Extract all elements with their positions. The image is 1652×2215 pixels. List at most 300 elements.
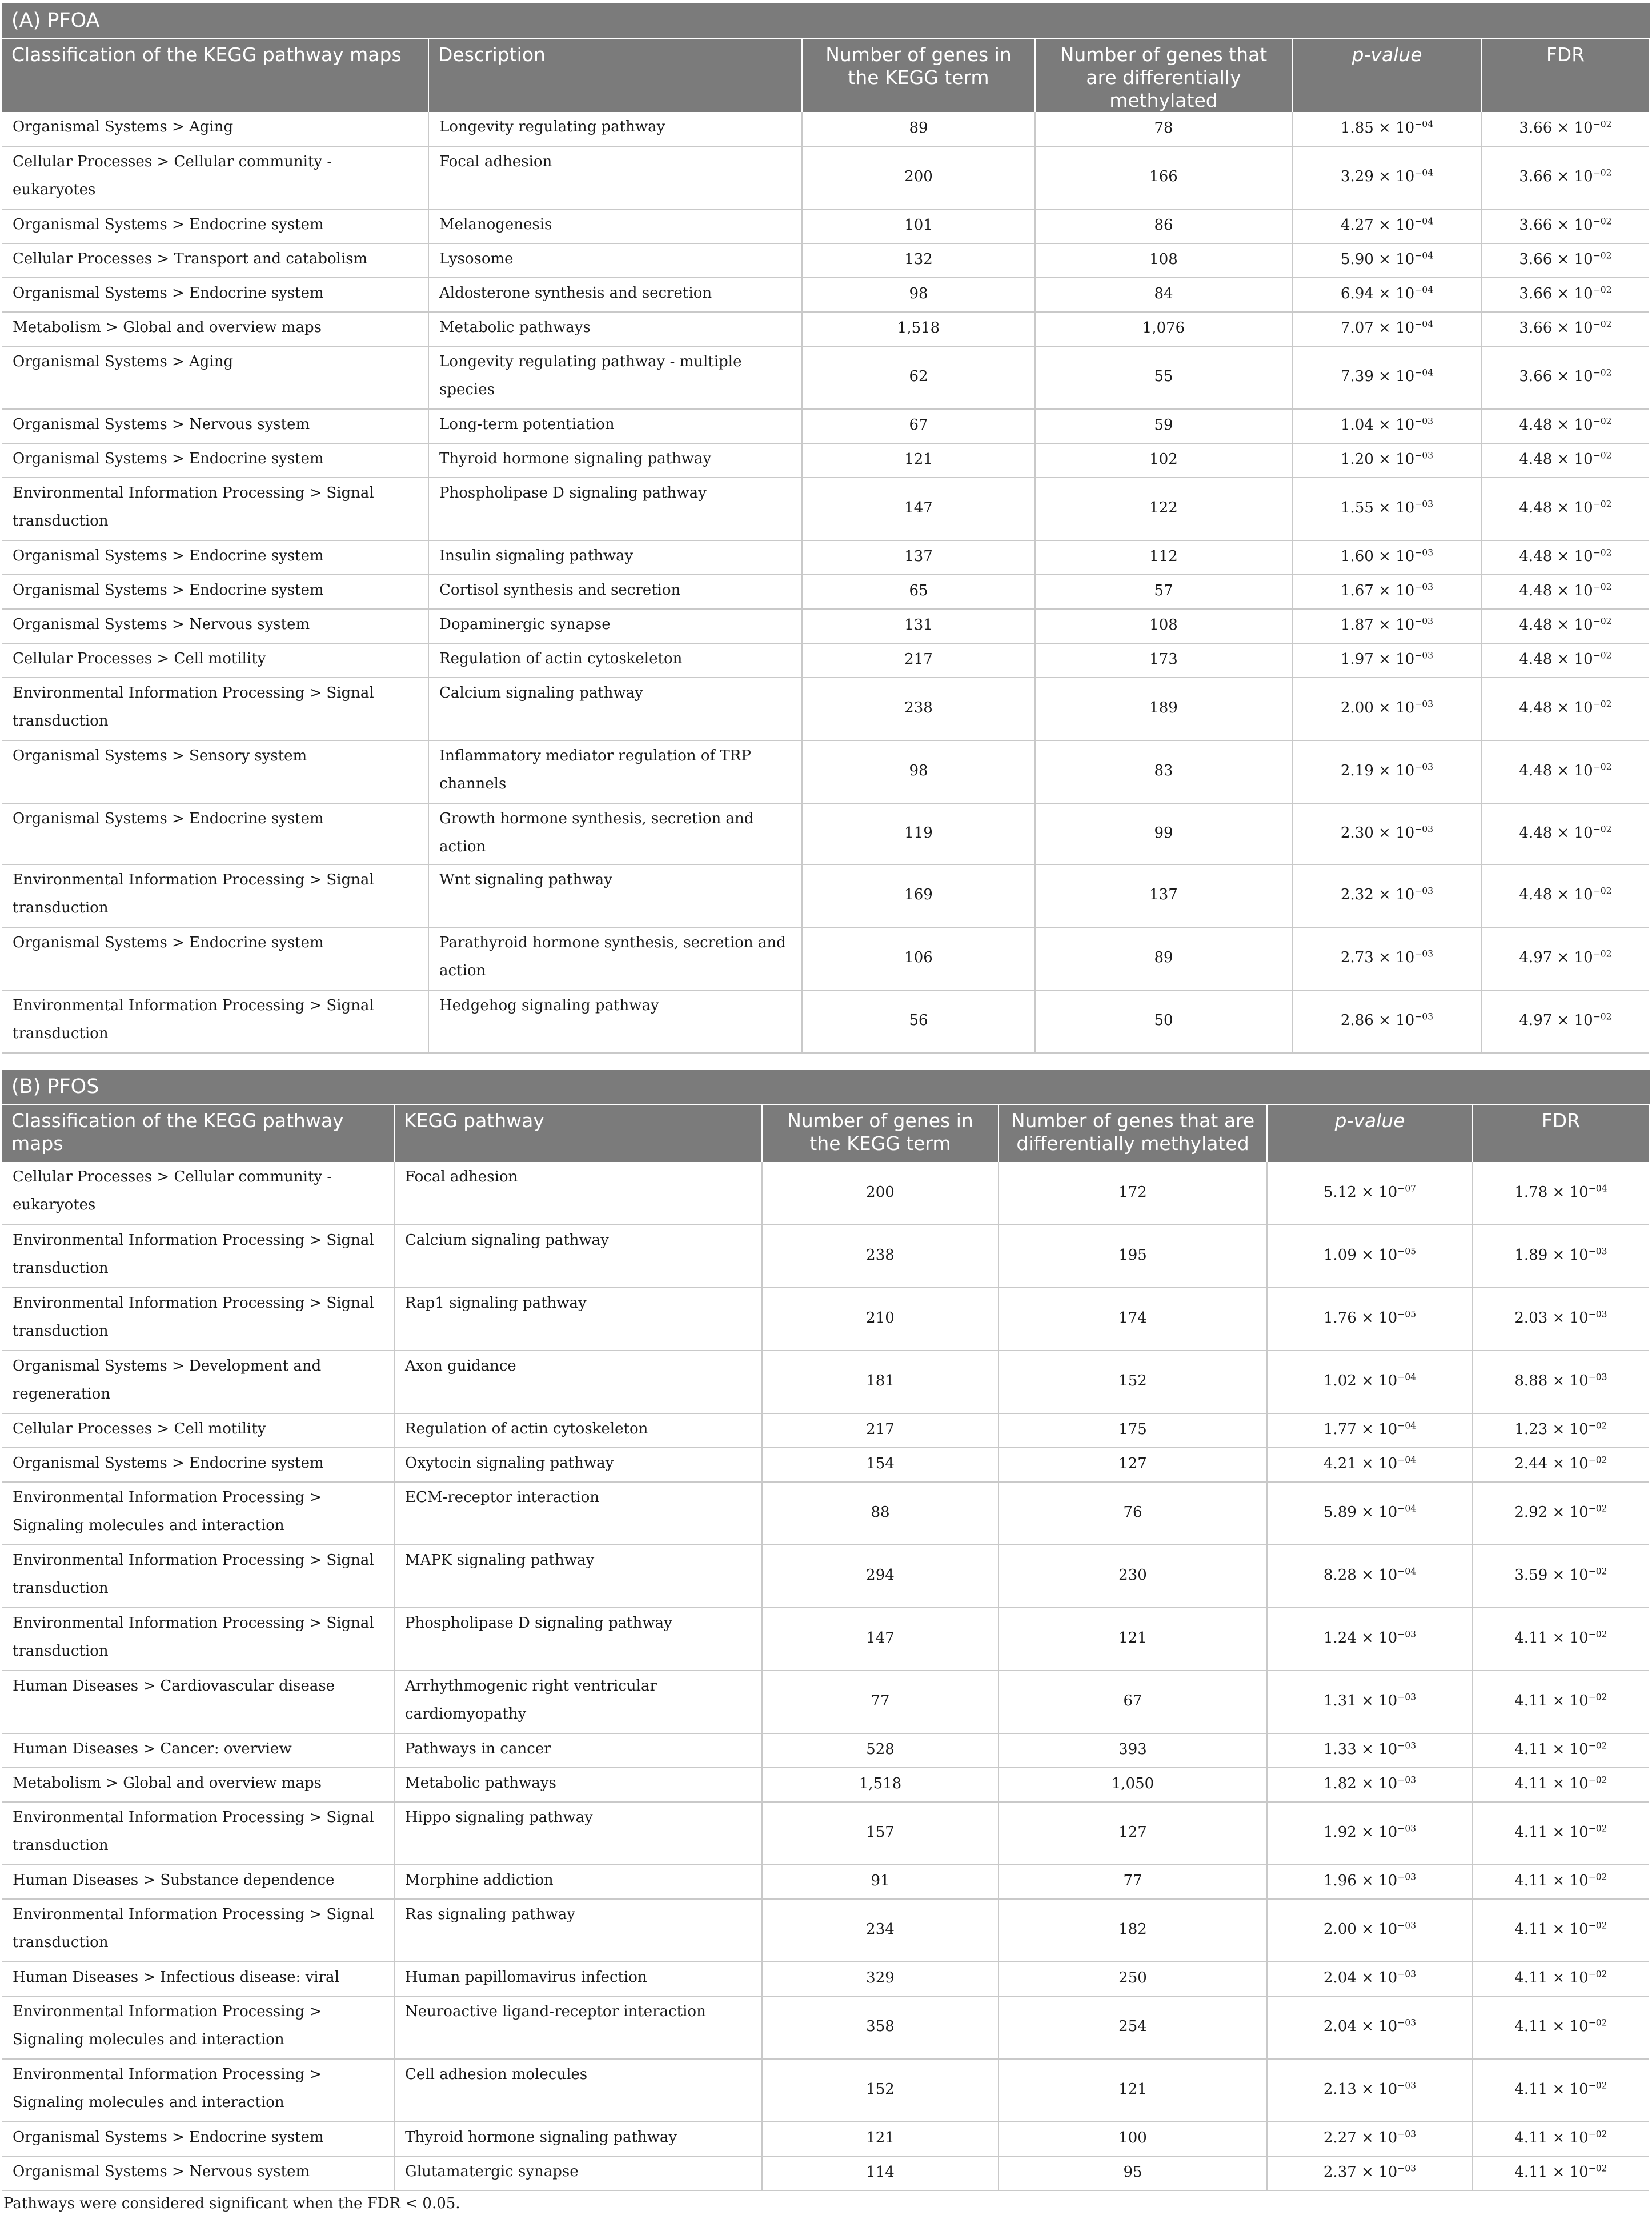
fdr-mantissa: 4.97 × 10 <box>1519 1012 1593 1029</box>
column-header-classification: Classification of the KEGG pathway maps <box>2 1105 394 1162</box>
cell-p-value <box>1292 864 1482 927</box>
cell-genes-in-term: 101 <box>802 209 1035 243</box>
cell-genes-methylated: 112 <box>1035 540 1292 575</box>
table-row <box>2 1545 1649 1608</box>
cell-genes-methylated: 1,050 <box>999 1768 1267 1802</box>
cell-p-value <box>1292 927 1482 990</box>
cell-fdr <box>1473 1162 1649 1225</box>
cell-classification: Cellular Processes > Cell motility <box>2 1413 394 1448</box>
fdr-exponent: −02 <box>1593 762 1612 772</box>
column-header-fdr: FDR <box>1473 1105 1649 1162</box>
cell-pathway: Focal adhesion <box>428 146 802 209</box>
cell-p-value <box>1267 1802 1473 1865</box>
table-row <box>2 1865 1649 1899</box>
cell-classification: Environmental Information Processing > Signal transduction <box>2 990 428 1053</box>
column-header-genes-methylated: Number of genes that are differentially methylated <box>999 1105 1267 1162</box>
cell-genes-in-term: 154 <box>762 1448 999 1482</box>
fdr-mantissa: 4.11 × 10 <box>1514 1969 1589 1986</box>
cell-classification: Organismal Systems > Endocrine system <box>2 575 428 609</box>
p-value-exponent: −03 <box>1414 1011 1434 1022</box>
fdr-exponent: −02 <box>1588 1420 1607 1431</box>
cell-pathway: Long-term potentiation <box>428 409 802 443</box>
cell-genes-in-term: 121 <box>762 2122 999 2156</box>
cell-fdr <box>1482 803 1649 864</box>
p-value-exponent: −03 <box>1414 450 1434 461</box>
fdr-mantissa: 3.66 × 10 <box>1519 368 1593 385</box>
column-header-genes-methylated: Number of genes that are differentially methylated <box>1035 39 1292 112</box>
table-row <box>2 478 1649 540</box>
fdr-mantissa: 4.48 × 10 <box>1519 616 1593 634</box>
fdr-mantissa: 3.66 × 10 <box>1519 319 1593 337</box>
p-value-mantissa: 7.07 × 10 <box>1340 319 1415 337</box>
fdr-exponent: −02 <box>1593 582 1612 592</box>
cell-fdr <box>1482 312 1649 346</box>
cell-p-value <box>1292 990 1482 1053</box>
cell-genes-methylated: 77 <box>999 1865 1267 1899</box>
cell-fdr <box>1473 1448 1649 1482</box>
cell-classification: Organismal Systems > Nervous system <box>2 409 428 443</box>
cell-classification: Human Diseases > Cardiovascular disease <box>2 1671 394 1733</box>
cell-fdr <box>1473 2156 1649 2190</box>
cell-genes-in-term: 98 <box>802 740 1035 803</box>
p-value-mantissa: 1.82 × 10 <box>1323 1775 1398 1792</box>
fdr-mantissa: 4.11 × 10 <box>1514 1741 1589 1758</box>
cell-genes-methylated: 127 <box>999 1802 1267 1865</box>
fdr-mantissa: 4.48 × 10 <box>1519 582 1593 599</box>
table-row <box>2 2122 1649 2156</box>
fdr-exponent: −02 <box>1588 2080 1607 2091</box>
fdr-mantissa: 4.11 × 10 <box>1514 2081 1589 2098</box>
cell-genes-in-term: 98 <box>802 278 1035 312</box>
p-value-exponent: −03 <box>1397 1692 1417 1703</box>
cell-genes-methylated: 102 <box>1035 443 1292 478</box>
cell-classification: Human Diseases > Substance dependence <box>2 1865 394 1899</box>
table-row <box>2 1225 1649 1288</box>
p-value-mantissa: 5.90 × 10 <box>1340 251 1415 268</box>
p-value-mantissa: 1.33 × 10 <box>1323 1741 1398 1758</box>
cell-pathway: Growth hormone synthesis, secretion and action <box>428 803 802 864</box>
cell-p-value <box>1267 1225 1473 1288</box>
cell-p-value <box>1292 643 1482 678</box>
p-value-exponent: −03 <box>1414 499 1434 510</box>
table-row <box>2 609 1649 643</box>
cell-p-value <box>1267 1482 1473 1545</box>
cell-genes-in-term: 56 <box>802 990 1035 1053</box>
cell-genes-in-term: 121 <box>802 443 1035 478</box>
fdr-mantissa: 4.48 × 10 <box>1519 451 1593 468</box>
p-value-mantissa: 1.96 × 10 <box>1323 1872 1398 1889</box>
p-value-header-text: p-value <box>1334 1109 1405 1132</box>
cell-pathway: Regulation of actin cytoskeleton <box>394 1413 762 1448</box>
fdr-exponent: −02 <box>1588 1455 1607 1465</box>
cell-genes-in-term: 132 <box>802 243 1035 278</box>
cell-pathway: Hedgehog signaling pathway <box>428 990 802 1053</box>
table-row <box>2 1162 1649 1225</box>
cell-genes-in-term: 147 <box>802 478 1035 540</box>
cell-p-value <box>1267 1865 1473 1899</box>
cell-p-value <box>1292 740 1482 803</box>
cell-classification: Environmental Information Processing > Signal transduction <box>2 678 428 740</box>
fdr-mantissa: 4.48 × 10 <box>1519 651 1593 668</box>
cell-fdr <box>1482 678 1649 740</box>
p-value-exponent: −03 <box>1397 1629 1417 1640</box>
cell-classification: Organismal Systems > Endocrine system <box>2 278 428 312</box>
fdr-mantissa: 4.11 × 10 <box>1514 1921 1589 1938</box>
cell-pathway: Human papillomavirus infection <box>394 1962 762 1996</box>
cell-genes-in-term: 358 <box>762 1996 999 2059</box>
cell-classification: Organismal Systems > Sensory system <box>2 740 428 803</box>
p-value-mantissa: 2.00 × 10 <box>1323 1921 1398 1938</box>
cell-genes-in-term: 181 <box>762 1351 999 1413</box>
cell-genes-methylated: 100 <box>999 2122 1267 2156</box>
fdr-mantissa: 4.48 × 10 <box>1519 886 1593 903</box>
cell-genes-in-term: 88 <box>762 1482 999 1545</box>
cell-genes-methylated: 195 <box>999 1225 1267 1288</box>
fdr-mantissa: 1.78 × 10 <box>1514 1183 1589 1201</box>
fdr-exponent: −02 <box>1588 2017 1607 2028</box>
table-b-title: (B) PFOS <box>2 1070 1650 1105</box>
cell-genes-methylated: 76 <box>999 1482 1267 1545</box>
cell-p-value <box>1267 1162 1473 1225</box>
cell-fdr <box>1473 1996 1649 2059</box>
cell-pathway: Parathyroid hormone synthesis, secretion and action <box>428 927 802 990</box>
p-value-mantissa: 1.67 × 10 <box>1340 582 1415 599</box>
cell-pathway: Oxytocin signaling pathway <box>394 1448 762 1482</box>
fdr-exponent: −02 <box>1593 699 1612 710</box>
table-row <box>2 990 1649 1053</box>
fdr-mantissa: 1.89 × 10 <box>1514 1247 1589 1264</box>
cell-classification: Organismal Systems > Endocrine system <box>2 803 428 864</box>
fdr-mantissa: 3.66 × 10 <box>1519 168 1593 185</box>
p-value-exponent: −05 <box>1397 1246 1417 1257</box>
p-value-mantissa: 2.04 × 10 <box>1323 2018 1398 2035</box>
cell-genes-methylated: 250 <box>999 1962 1267 1996</box>
p-value-mantissa: 1.92 × 10 <box>1323 1824 1398 1841</box>
fdr-exponent: −02 <box>1593 319 1612 330</box>
cell-pathway: Ras signaling pathway <box>394 1899 762 1962</box>
cell-pathway: Cell adhesion molecules <box>394 2059 762 2122</box>
p-value-mantissa: 1.85 × 10 <box>1340 119 1415 137</box>
column-header-genes-in-term: Number of genes in the KEGG term <box>802 39 1035 112</box>
cell-p-value <box>1267 2122 1473 2156</box>
cell-classification: Environmental Information Processing > Signal transduction <box>2 1608 394 1671</box>
table-row <box>2 346 1649 409</box>
p-value-mantissa: 2.37 × 10 <box>1323 2164 1398 2181</box>
fdr-exponent: −02 <box>1588 1566 1607 1577</box>
p-value-mantissa: 2.27 × 10 <box>1323 2129 1398 2146</box>
p-value-exponent: −03 <box>1397 1740 1417 1751</box>
p-value-mantissa: 7.39 × 10 <box>1340 368 1415 385</box>
fdr-exponent: −02 <box>1588 1692 1607 1703</box>
cell-fdr <box>1473 1962 1649 1996</box>
p-value-mantissa: 1.97 × 10 <box>1340 651 1415 668</box>
fdr-mantissa: 4.48 × 10 <box>1519 762 1593 779</box>
p-value-mantissa: 1.60 × 10 <box>1340 548 1415 565</box>
cell-p-value <box>1267 1413 1473 1448</box>
cell-p-value <box>1267 1768 1473 1802</box>
cell-pathway: Calcium signaling pathway <box>394 1225 762 1288</box>
cell-pathway: Aldosterone synthesis and secretion <box>428 278 802 312</box>
cell-genes-methylated: 152 <box>999 1351 1267 1413</box>
cell-genes-methylated: 67 <box>999 1671 1267 1733</box>
fdr-exponent: −02 <box>1593 167 1612 178</box>
cell-pathway: ECM-receptor interaction <box>394 1482 762 1545</box>
cell-p-value <box>1292 112 1482 146</box>
cell-p-value <box>1292 243 1482 278</box>
cell-fdr <box>1482 443 1649 478</box>
cell-classification: Cellular Processes > Cell motility <box>2 643 428 678</box>
fdr-exponent: −02 <box>1593 416 1612 427</box>
cell-p-value <box>1292 540 1482 575</box>
p-value-mantissa: 4.27 × 10 <box>1340 217 1415 234</box>
fdr-exponent: −02 <box>1593 1011 1612 1022</box>
cell-p-value <box>1292 803 1482 864</box>
cell-p-value <box>1267 1899 1473 1962</box>
fdr-exponent: −02 <box>1593 650 1612 661</box>
cell-p-value <box>1292 678 1482 740</box>
table-row <box>2 409 1649 443</box>
cell-fdr <box>1482 575 1649 609</box>
cell-pathway: Neuroactive ligand-receptor interaction <box>394 1996 762 2059</box>
cell-p-value <box>1267 1996 1473 2059</box>
fdr-exponent: −02 <box>1588 1629 1607 1640</box>
fdr-mantissa: 4.11 × 10 <box>1514 2164 1589 2181</box>
cell-fdr <box>1482 864 1649 927</box>
cell-p-value <box>1267 1733 1473 1768</box>
cell-genes-in-term: 157 <box>762 1802 999 1865</box>
cell-classification: Human Diseases > Infectious disease: viral <box>2 1962 394 1996</box>
cell-p-value <box>1267 1671 1473 1733</box>
table-row <box>2 1962 1649 1996</box>
p-value-mantissa: 1.77 × 10 <box>1323 1421 1398 1438</box>
p-value-mantissa: 2.30 × 10 <box>1340 824 1415 842</box>
p-value-exponent: −03 <box>1397 1920 1417 1931</box>
cell-classification: Environmental Information Processing > Signal transduction <box>2 1545 394 1608</box>
cell-genes-methylated: 393 <box>999 1733 1267 1768</box>
table-row <box>2 243 1649 278</box>
cell-genes-methylated: 95 <box>999 2156 1267 2190</box>
fdr-exponent: −02 <box>1588 2163 1607 2174</box>
p-value-mantissa: 1.87 × 10 <box>1340 616 1415 634</box>
cell-fdr <box>1482 643 1649 678</box>
p-value-exponent: −05 <box>1397 1309 1417 1320</box>
fdr-mantissa: 3.66 × 10 <box>1519 285 1593 302</box>
cell-genes-methylated: 86 <box>1035 209 1292 243</box>
cell-p-value <box>1292 478 1482 540</box>
cell-genes-in-term: 65 <box>802 575 1035 609</box>
cell-p-value <box>1267 1608 1473 1671</box>
p-value-exponent: −03 <box>1414 582 1434 592</box>
cell-classification: Environmental Information Processing > Signal transduction <box>2 864 428 927</box>
fdr-mantissa: 4.11 × 10 <box>1514 1692 1589 1709</box>
fdr-exponent: −02 <box>1588 1969 1607 1980</box>
p-value-exponent: −04 <box>1397 1455 1417 1465</box>
cell-genes-in-term: 1,518 <box>802 312 1035 346</box>
cell-fdr <box>1482 927 1649 990</box>
cell-fdr <box>1482 740 1649 803</box>
fdr-exponent: −02 <box>1593 367 1612 378</box>
cell-p-value <box>1267 1351 1473 1413</box>
cell-classification: Organismal Systems > Endocrine system <box>2 540 428 575</box>
cell-pathway: Metabolic pathways <box>394 1768 762 1802</box>
cell-pathway: Pathways in cancer <box>394 1733 762 1768</box>
cell-p-value <box>1292 346 1482 409</box>
p-value-exponent: −03 <box>1414 886 1434 896</box>
fdr-mantissa: 2.92 × 10 <box>1514 1504 1589 1521</box>
cell-genes-methylated: 175 <box>999 1413 1267 1448</box>
table-row <box>2 1899 1649 1962</box>
cell-genes-methylated: 78 <box>1035 112 1292 146</box>
cell-pathway: Longevity regulating pathway - multiple species <box>428 346 802 409</box>
table-row <box>2 1413 1649 1448</box>
cell-fdr <box>1473 1733 1649 1768</box>
cell-genes-in-term: 1,518 <box>762 1768 999 1802</box>
cell-fdr <box>1473 2122 1649 2156</box>
cell-fdr <box>1482 146 1649 209</box>
p-value-mantissa: 4.21 × 10 <box>1323 1455 1398 1472</box>
table-row <box>2 2156 1649 2190</box>
p-value-mantissa: 8.28 × 10 <box>1323 1567 1398 1584</box>
cell-fdr <box>1482 209 1649 243</box>
cell-classification: Environmental Information Processing > Signal transduction <box>2 1288 394 1351</box>
cell-genes-methylated: 57 <box>1035 575 1292 609</box>
cell-classification: Environmental Information Processing > Signal transduction <box>2 1802 394 1865</box>
cell-pathway: Longevity regulating pathway <box>428 112 802 146</box>
cell-pathway: Glutamatergic synapse <box>394 2156 762 2190</box>
cell-fdr <box>1473 1865 1649 1899</box>
cell-fdr <box>1473 1768 1649 1802</box>
p-value-mantissa: 2.13 × 10 <box>1323 2081 1398 2098</box>
p-value-exponent: −07 <box>1397 1183 1417 1193</box>
p-value-exponent: −03 <box>1414 547 1434 558</box>
cell-p-value <box>1267 1448 1473 1482</box>
p-value-exponent: −03 <box>1397 2129 1417 2140</box>
cell-fdr <box>1473 1351 1649 1413</box>
cell-genes-in-term: 294 <box>762 1545 999 1608</box>
fdr-exponent: −02 <box>1593 547 1612 558</box>
fdr-mantissa: 2.44 × 10 <box>1514 1455 1589 1472</box>
p-value-mantissa: 1.20 × 10 <box>1340 451 1415 468</box>
cell-pathway: Phospholipase D signaling pathway <box>394 1608 762 1671</box>
p-value-exponent: −03 <box>1397 2080 1417 2091</box>
cell-p-value <box>1292 312 1482 346</box>
table-row <box>2 1608 1649 1671</box>
cell-pathway: Lysosome <box>428 243 802 278</box>
cell-genes-methylated: 122 <box>1035 478 1292 540</box>
cell-fdr <box>1482 409 1649 443</box>
fdr-mantissa: 8.88 × 10 <box>1514 1372 1589 1389</box>
cell-genes-in-term: 62 <box>802 346 1035 409</box>
p-value-exponent: −04 <box>1414 250 1434 261</box>
table-row <box>2 443 1649 478</box>
p-value-mantissa: 1.31 × 10 <box>1323 1692 1398 1709</box>
cell-pathway: Arrhythmogenic right ventricular cardiomyopathy <box>394 1671 762 1733</box>
cell-genes-methylated: 83 <box>1035 740 1292 803</box>
p-value-exponent: −03 <box>1397 1872 1417 1882</box>
p-value-mantissa: 2.04 × 10 <box>1323 1969 1398 1986</box>
fdr-mantissa: 4.48 × 10 <box>1519 499 1593 516</box>
cell-genes-in-term: 114 <box>762 2156 999 2190</box>
cell-p-value <box>1292 278 1482 312</box>
fdr-exponent: −02 <box>1588 1872 1607 1882</box>
fdr-exponent: −02 <box>1588 1740 1607 1751</box>
cell-fdr <box>1482 478 1649 540</box>
cell-genes-in-term: 77 <box>762 1671 999 1733</box>
cell-fdr <box>1473 1545 1649 1608</box>
p-value-exponent: −03 <box>1397 2017 1417 2028</box>
cell-classification: Cellular Processes > Cellular community - eukaryotes <box>2 146 428 209</box>
p-value-exponent: −04 <box>1397 1503 1417 1514</box>
cell-genes-methylated: 55 <box>1035 346 1292 409</box>
cell-classification: Organismal Systems > Nervous system <box>2 609 428 643</box>
p-value-mantissa: 2.32 × 10 <box>1340 886 1415 903</box>
fdr-mantissa: 2.03 × 10 <box>1514 1309 1589 1327</box>
fdr-exponent: −03 <box>1588 1309 1607 1320</box>
cell-genes-methylated: 84 <box>1035 278 1292 312</box>
fdr-mantissa: 1.23 × 10 <box>1514 1421 1589 1438</box>
cell-classification: Organismal Systems > Aging <box>2 112 428 146</box>
table-row <box>2 1482 1649 1545</box>
cell-p-value <box>1292 609 1482 643</box>
cell-genes-methylated: 121 <box>999 2059 1267 2122</box>
cell-fdr <box>1473 1225 1649 1288</box>
cell-genes-methylated: 108 <box>1035 609 1292 643</box>
p-value-mantissa: 1.55 × 10 <box>1340 499 1415 516</box>
cell-genes-methylated: 166 <box>1035 146 1292 209</box>
fdr-exponent: −02 <box>1593 886 1612 896</box>
table-row <box>2 1733 1649 1768</box>
fdr-exponent: −04 <box>1588 1183 1607 1193</box>
table-row <box>2 643 1649 678</box>
cell-classification: Organismal Systems > Endocrine system <box>2 1448 394 1482</box>
table-row <box>2 1768 1649 1802</box>
footnote: Pathways were considered significant when the FDR < 0.05. <box>3 2195 460 2212</box>
cell-genes-methylated: 108 <box>1035 243 1292 278</box>
cell-pathway: Regulation of actin cytoskeleton <box>428 643 802 678</box>
cell-genes-in-term: 234 <box>762 1899 999 1962</box>
fdr-exponent: −02 <box>1593 216 1612 227</box>
p-value-mantissa: 2.86 × 10 <box>1340 1012 1415 1029</box>
cell-pathway: Inflammatory mediator regulation of TRP channels <box>428 740 802 803</box>
cell-classification: Organismal Systems > Endocrine system <box>2 927 428 990</box>
cell-classification: Environmental Information Processing > Signaling molecules and interaction <box>2 1996 394 2059</box>
cell-fdr <box>1473 1608 1649 1671</box>
fdr-exponent: −02 <box>1593 948 1612 959</box>
table-a <box>2 39 1649 1054</box>
cell-p-value <box>1267 1962 1473 1996</box>
cell-genes-methylated: 137 <box>1035 864 1292 927</box>
p-value-exponent: −03 <box>1397 1969 1417 1980</box>
fdr-mantissa: 4.48 × 10 <box>1519 824 1593 842</box>
cell-genes-in-term: 238 <box>762 1225 999 1288</box>
cell-genes-in-term: 200 <box>762 1162 999 1225</box>
table-row <box>2 864 1649 927</box>
fdr-mantissa: 4.11 × 10 <box>1514 1629 1589 1647</box>
table-row <box>2 540 1649 575</box>
cell-fdr <box>1482 609 1649 643</box>
cell-genes-methylated: 254 <box>999 1996 1267 2059</box>
cell-pathway: Focal adhesion <box>394 1162 762 1225</box>
p-value-mantissa: 2.00 × 10 <box>1340 699 1415 716</box>
cell-genes-in-term: 106 <box>802 927 1035 990</box>
fdr-mantissa: 3.66 × 10 <box>1519 217 1593 234</box>
cell-genes-in-term: 238 <box>802 678 1035 740</box>
fdr-mantissa: 3.59 × 10 <box>1514 1567 1589 1584</box>
fdr-mantissa: 4.48 × 10 <box>1519 416 1593 434</box>
cell-genes-in-term: 137 <box>802 540 1035 575</box>
cell-genes-in-term: 147 <box>762 1608 999 1671</box>
fdr-mantissa: 4.11 × 10 <box>1514 2018 1589 2035</box>
